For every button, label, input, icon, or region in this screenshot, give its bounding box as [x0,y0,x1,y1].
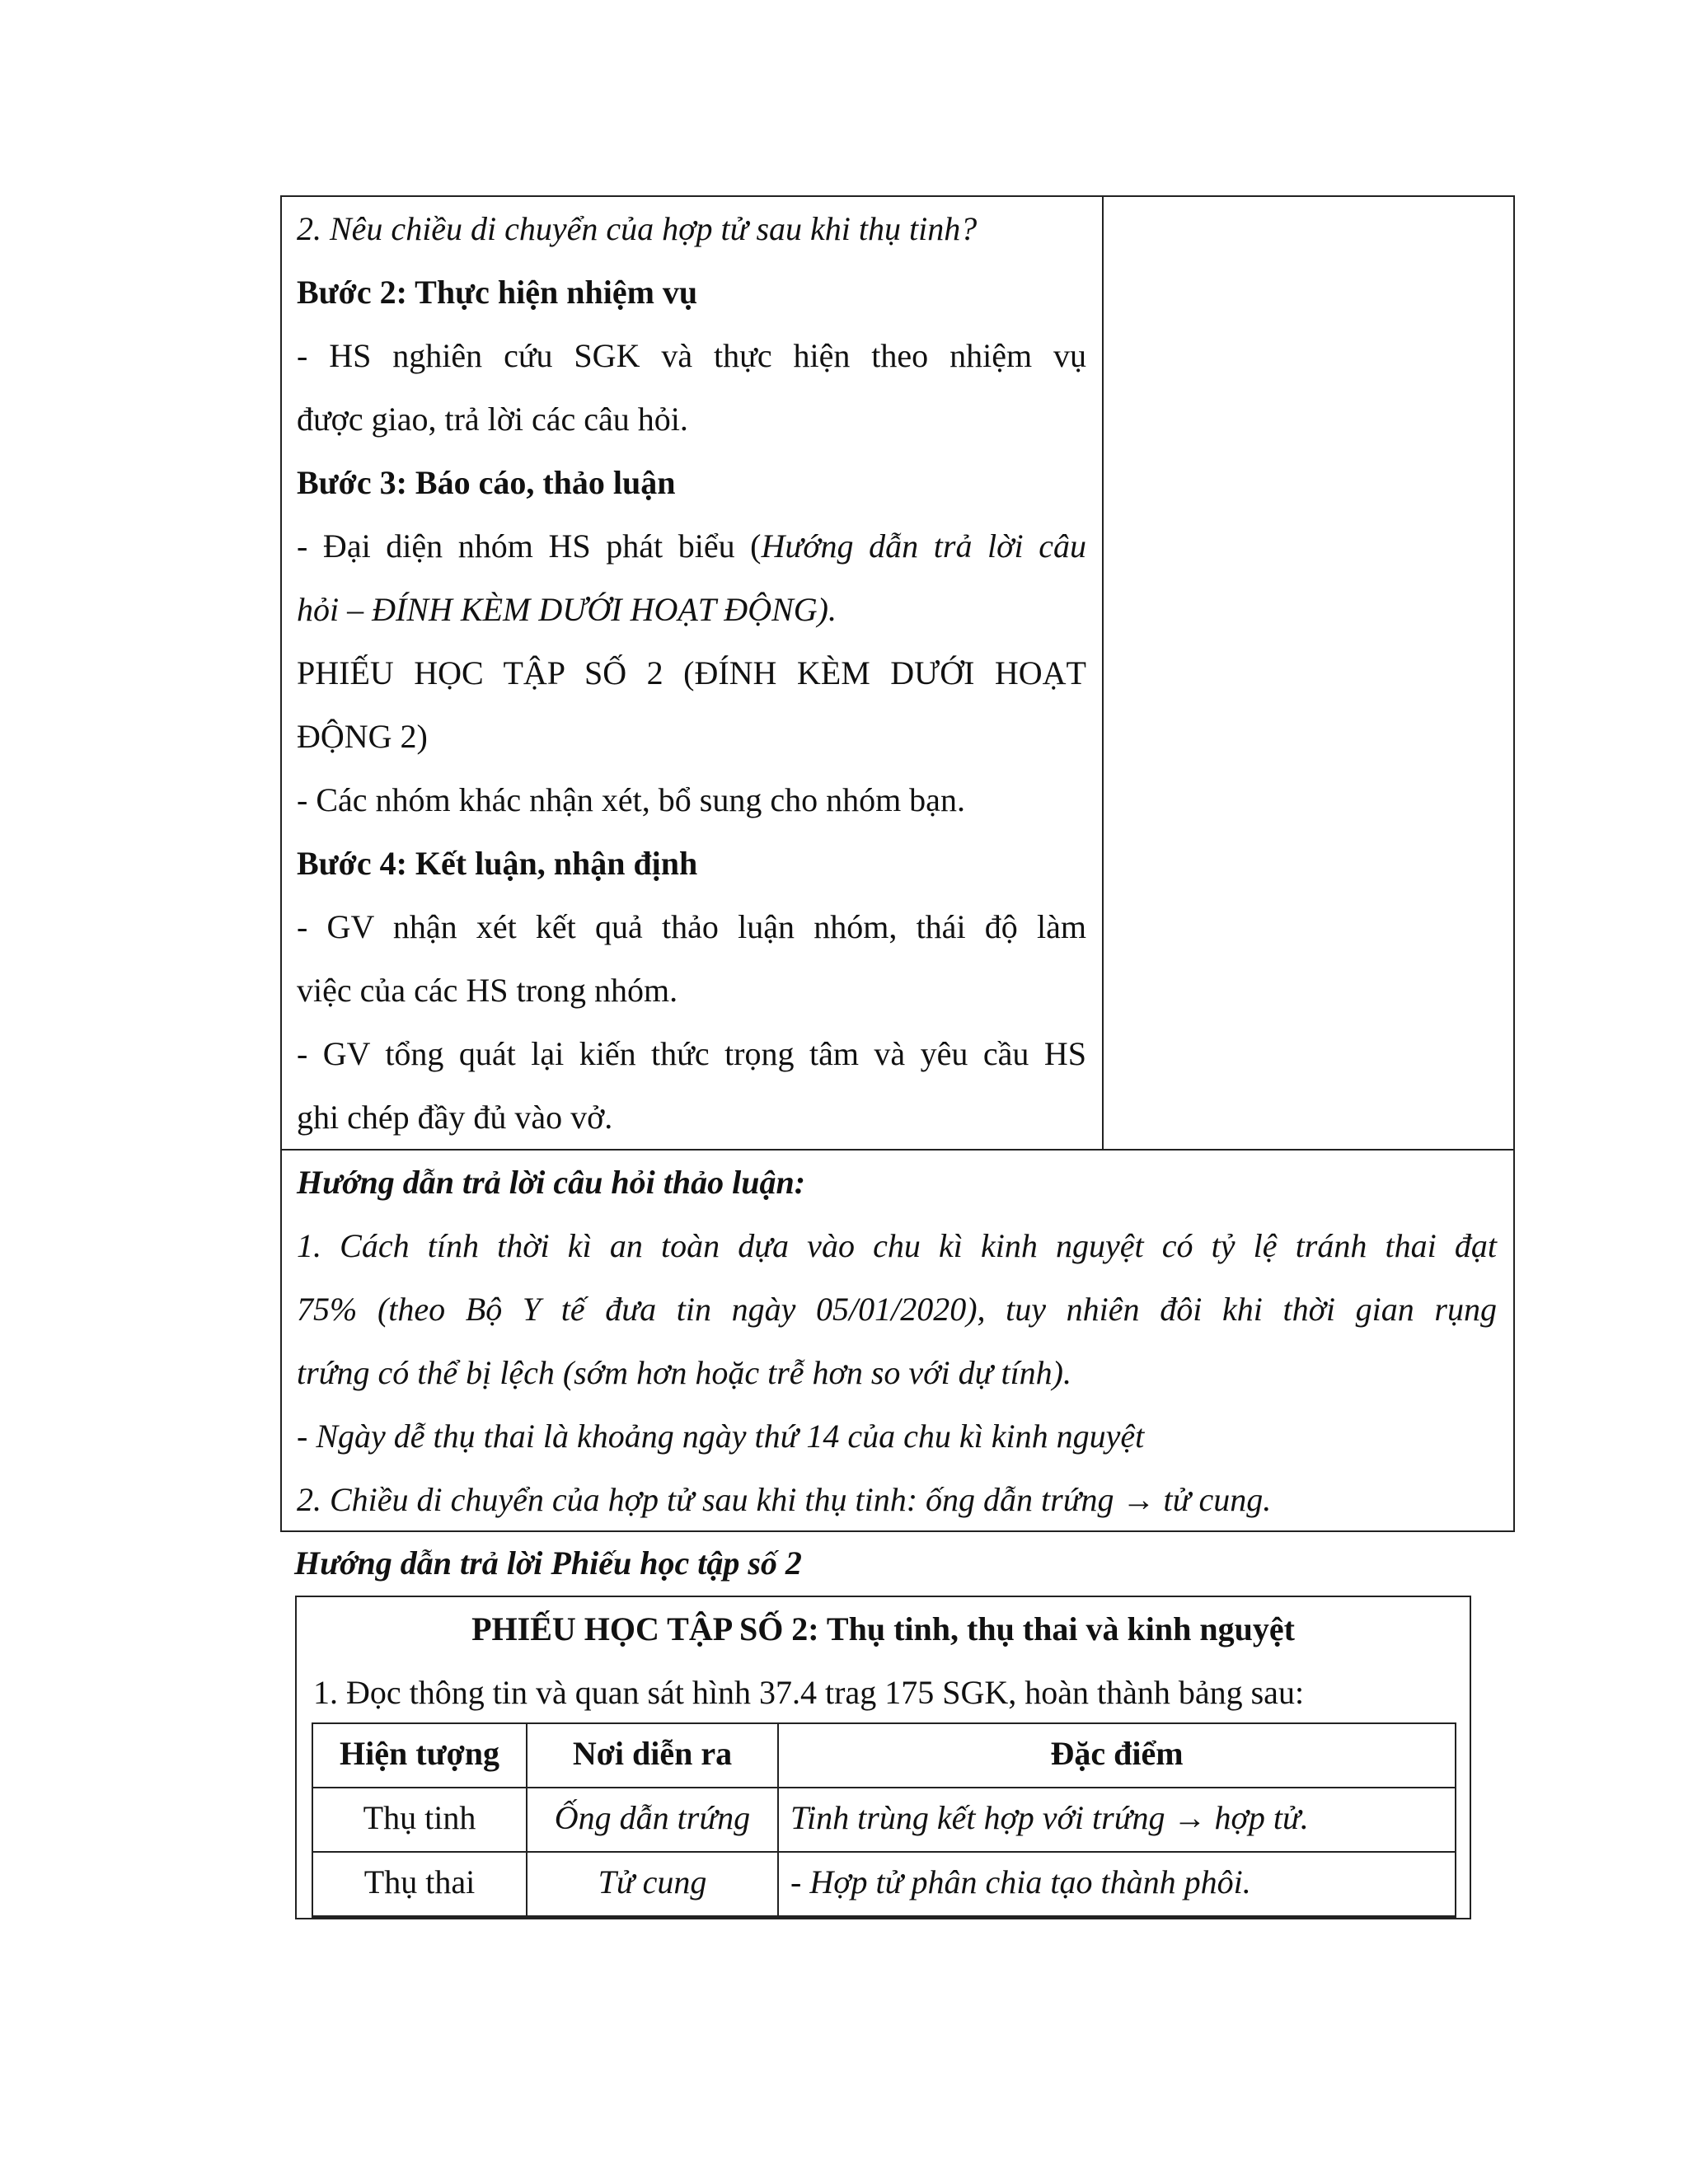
discussion-guide-cell [282,1151,1513,1530]
discussion-guide-title: Hướng dẫn trả lời câu hỏi thảo luận: [297,1164,806,1201]
header-characteristics: Đặc điểm [778,1723,1456,1788]
guide-line-1: 1. Cách tính thời kì an toàn dựa vào chu kì kinh nguyệt có tỷ lệ tránh thai đạt [297,1227,1497,1264]
step-3-line-1-italic: Hướng dẫn trả lời câu [761,527,1086,565]
step-4-line-2: việc của các HS trong nhóm. [297,972,678,1009]
worksheet-intro: 1. Đọc thông tin và quan sát hình 37.4 trag 175 SGK, hoàn thành bảng sau: [313,1674,1305,1711]
step-3-heading: Bước 3: Báo cáo, thảo luận [297,464,676,501]
cell-characteristics: Tinh trùng kết hợp với trứng → hợp tử. [778,1788,1456,1852]
activity-steps-cell [282,197,1104,1151]
step-2-line-1: - HS nghiên cứu SGK và thực hiện theo nhiệm vụ [297,337,1086,374]
header-location: Nơi diễn ra [527,1723,778,1788]
worksheet-title: PHIẾU HỌC TẬP SỐ 2: Thụ tinh, thụ thai và kinh nguyệt [471,1610,1295,1647]
guide-line-4: - Ngày dễ thụ thai là khoảng ngày thứ 14 của chu kì kinh nguyệt [297,1418,1145,1455]
product-cell-empty [1104,197,1513,1151]
step-3-line-1 [297,514,1086,578]
guide-line-5: 2. Chiều di chuyển của hợp tử sau khi thụ tinh: ống dẫn trứng → tử cung. [297,1481,1272,1518]
cell-phenomenon: Thụ thai [312,1852,527,1917]
table-header-row [312,1723,1456,1788]
table-row [312,1852,1456,1917]
step-3-line-2: hỏi – ĐÍNH KÈM DƯỚI HOẠT ĐỘNG). [297,591,837,628]
worksheet-guide-heading: Hướng dẫn trả lời Phiếu học tập số 2 [294,1544,802,1582]
cell-location: Ống dẫn trứng [527,1788,778,1852]
cell-location: Tử cung [527,1852,778,1917]
header-phenomenon: Hiện tượng [312,1723,527,1788]
step-question-2: 2. Nêu chiều di chuyển của hợp tử sau khi thụ tinh? [297,210,978,247]
step-4-heading: Bước 4: Kết luận, nhận định [297,845,698,882]
worksheet-box [295,1596,1471,1919]
cell-characteristics: - Hợp tử phân chia tạo thành phôi. [778,1852,1456,1917]
step-3-line-1-plain: - Đại diện nhóm HS phát biểu ( [297,527,762,565]
step-2-line-2: được giao, trả lời các câu hỏi. [297,401,688,438]
worksheet-table [312,1722,1456,1918]
step-3-line-3: PHIẾU HỌC TẬP SỐ 2 (ĐÍNH KÈM DƯỚI HOẠT [297,654,1086,691]
guide-line-2: 75% (theo Bộ Y tế đưa tin ngày 05/01/2020), tuy nhiên đôi khi thời gian rụng [297,1291,1497,1328]
step-3-line-4: ĐỘNG 2) [297,718,428,755]
step-4-line-1: - GV nhận xét kết quả thảo luận nhóm, thái độ làm [297,908,1086,945]
cell-phenomenon: Thụ tinh [312,1788,527,1852]
table-row [312,1788,1456,1852]
step-4-line-3: - GV tổng quát lại kiến thức trọng tâm và yêu cầu HS [297,1035,1086,1072]
step-4-line-4: ghi chép đầy đủ vào vở. [297,1099,613,1136]
step-3-line-5: - Các nhóm khác nhận xét, bổ sung cho nhóm bạn. [297,781,965,818]
guide-line-3: trứng có thể bị lệch (sớm hơn hoặc trễ hơn so với dự tính). [297,1354,1071,1391]
step-2-heading: Bước 2: Thực hiện nhiệm vụ [297,274,698,311]
lesson-activity-table [280,195,1515,1532]
